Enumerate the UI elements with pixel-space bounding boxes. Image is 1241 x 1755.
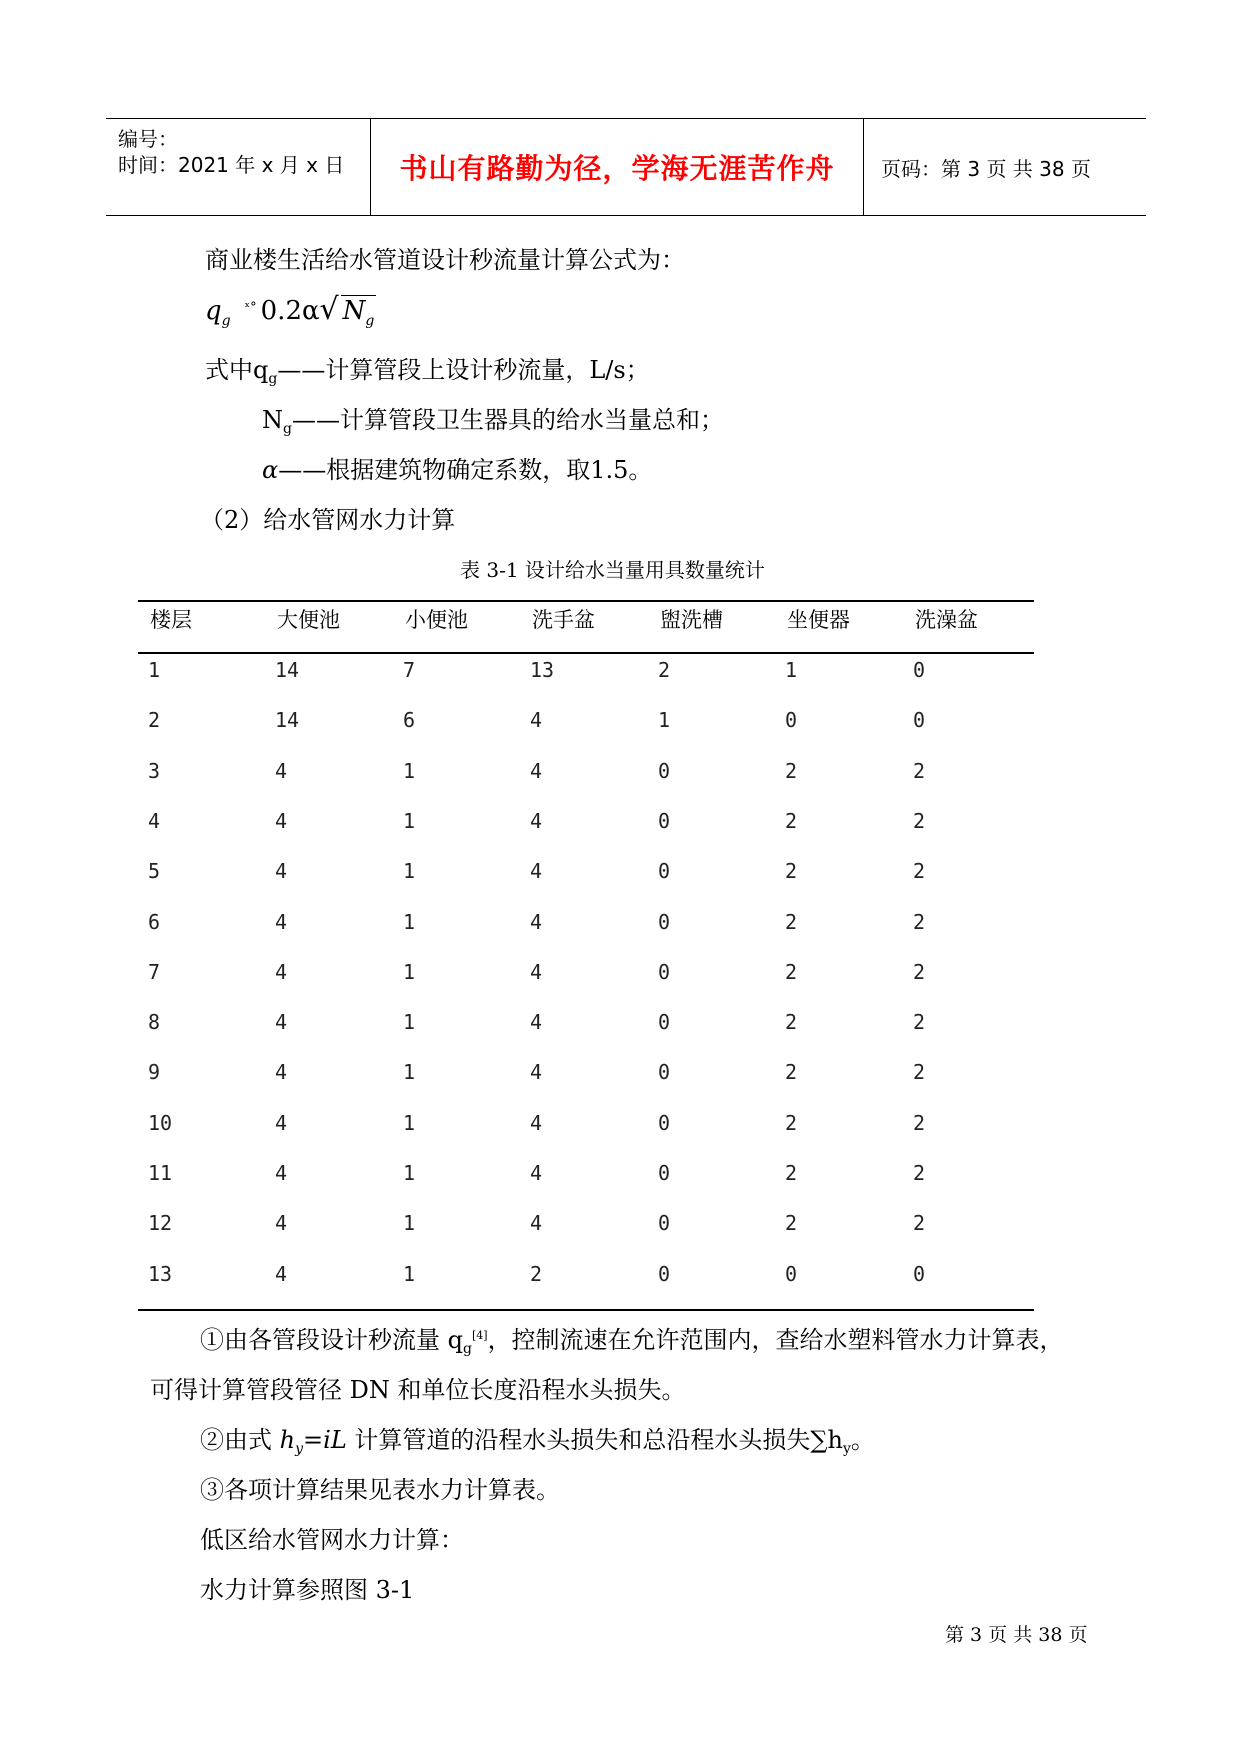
table-cell: 6: [403, 708, 416, 733]
table-cell: 7: [148, 959, 161, 984]
note1-b: ，控制流速在允许范围内，查给水塑料管水力计算表，: [487, 1326, 1064, 1354]
note2-end: 。: [850, 1426, 875, 1454]
table-cell: 4: [275, 1110, 288, 1135]
table-cell: 12: [148, 1211, 173, 1236]
def2-text: ——计算管段卫生器具的给水当量总和；: [291, 406, 724, 434]
page-header: [106, 118, 1146, 216]
table-cell: 4: [530, 708, 543, 733]
note2-formula: h: [279, 1426, 296, 1454]
table-cell: 13: [148, 1261, 173, 1286]
note1-sub: g: [463, 1341, 472, 1357]
table-row: [0, 1161, 1241, 1211]
intro-text: 商业楼生活给水管道设计秒流量计算公式为：: [205, 246, 685, 274]
table-header-cell: 洗澡盆: [915, 608, 978, 632]
def2-prefix: N: [262, 406, 283, 434]
table-cell: 1: [403, 758, 416, 783]
definition-ng: [262, 400, 724, 437]
table-header-cell: 盥洗槽: [660, 608, 723, 632]
table-cell: 4: [530, 1211, 543, 1236]
note2-sub: y: [842, 1441, 851, 1457]
low-zone-heading: 低区给水管网水力计算：: [200, 1526, 464, 1554]
table-cell: 8: [148, 1010, 161, 1035]
table-header-cell: 小便池: [405, 608, 468, 632]
note-1-line2: 可得计算管段管径 DN 和单位长度沿程水头损失。: [150, 1376, 686, 1404]
table-cell: 1: [403, 909, 416, 934]
table-cell: 1: [403, 1060, 416, 1085]
table-row: [0, 1211, 1241, 1261]
page-footer: 第 3 页 共 38 页: [945, 1624, 1088, 1646]
table-cell: 4: [275, 1060, 288, 1085]
table-top-rule: [138, 600, 1034, 602]
table-cell: 2: [148, 708, 161, 733]
radicand-sub: g: [365, 313, 375, 329]
table-row: [0, 809, 1241, 859]
definition-alpha: [262, 450, 652, 485]
table-cell: 0: [658, 909, 671, 934]
table-cell: 2: [913, 1060, 926, 1085]
header-page-label: 页码：第 3 页 共 38 页: [881, 156, 1091, 181]
note-3: ③各项计算结果见表水力计算表。: [200, 1476, 560, 1504]
number-label: 编号：: [118, 127, 178, 151]
table-cell: 4: [275, 1261, 288, 1286]
table-cell: 1: [403, 1261, 416, 1286]
table-caption: 表 3-1 设计给水当量用具数量统计: [460, 558, 765, 582]
note2-formula-sub: y: [295, 1441, 304, 1457]
note-1: [200, 1320, 1064, 1357]
table-cell: 2: [785, 1060, 798, 1085]
table-cell: 4: [275, 959, 288, 984]
table-cell: 6: [148, 909, 161, 934]
table-cell: 2: [913, 859, 926, 884]
table-cell: 1: [148, 658, 161, 682]
table-header-cell: 坐便器: [787, 608, 850, 632]
table-cell: 2: [785, 808, 798, 833]
def1-text: ——计算管段上设计秒流量，L/s；: [277, 356, 650, 384]
table-cell: 7: [403, 658, 416, 682]
table-cell: 4: [148, 808, 161, 833]
table-cell: 2: [913, 758, 926, 783]
table-header-cell: 洗手盆: [532, 608, 595, 632]
figure-reference: 水力计算参照图 3-1: [200, 1576, 415, 1604]
table-cell: 2: [785, 959, 798, 984]
definition-qg: [205, 350, 650, 387]
table-header-cell: 大便池: [277, 608, 340, 632]
table-cell: 2: [785, 1110, 798, 1135]
table-cell: 14: [275, 658, 300, 682]
table-cell: 0: [658, 1110, 671, 1135]
table-cell: 2: [913, 1010, 926, 1035]
def3-symbol: α: [262, 456, 279, 484]
formula-lhs: q: [205, 296, 222, 326]
table-cell: 2: [658, 658, 671, 682]
table-cell: 0: [658, 1211, 671, 1236]
table-row: [0, 910, 1241, 960]
table-cell: 1: [403, 1161, 416, 1185]
table-cell: 4: [530, 1161, 543, 1185]
table-cell: 4: [530, 1060, 543, 1085]
table-cell: 0: [913, 658, 926, 682]
note2-formula-b: =iL: [303, 1426, 347, 1454]
table-cell: 2: [913, 1110, 926, 1135]
table-cell: 0: [658, 1060, 671, 1085]
table-cell: 4: [530, 758, 543, 783]
note-2: [200, 1420, 875, 1457]
table-cell: 2: [913, 959, 926, 984]
section-heading: （2）给水管网水力计算: [200, 506, 456, 534]
table-cell: 0: [658, 1261, 671, 1286]
formula-lhs-sub: g: [221, 313, 231, 329]
table-cell: 4: [530, 959, 543, 984]
table-cell: 0: [658, 808, 671, 833]
table-cell: 10: [148, 1110, 173, 1135]
table-row: [0, 708, 1241, 758]
table-cell: 0: [658, 1161, 671, 1185]
table-cell: 13: [530, 658, 555, 682]
table-cell: 1: [785, 658, 798, 682]
formula-coef: 0.2α: [260, 296, 320, 326]
def1-sub: g: [268, 371, 278, 387]
radicand-main: N: [342, 296, 366, 326]
table-cell: 0: [658, 1010, 671, 1035]
table-cell: 2: [913, 1211, 926, 1236]
def1-prefix: 式中q: [205, 356, 269, 384]
table-cell: 0: [913, 1261, 926, 1286]
table-cell: 4: [530, 909, 543, 934]
table-cell: 4: [275, 1010, 288, 1035]
table-cell: 1: [403, 1211, 416, 1236]
header-page-cell: [863, 119, 1146, 215]
table-cell: 0: [658, 859, 671, 884]
table-cell: 2: [913, 808, 926, 833]
table-cell: 4: [275, 808, 288, 833]
table-row: [0, 1060, 1241, 1110]
table-cell: 4: [530, 1110, 543, 1135]
note2-b: 计算管道的沿程水头损失和总沿程水头损失∑h: [346, 1426, 843, 1454]
table-cell: 2: [785, 1161, 798, 1185]
table-cell: 5: [148, 859, 161, 884]
table-cell: 2: [913, 1161, 926, 1185]
table-cell: 4: [275, 758, 288, 783]
table-cell: 4: [530, 808, 543, 833]
table-cell: 4: [275, 909, 288, 934]
table-row: [0, 658, 1241, 708]
table-cell: 2: [785, 859, 798, 884]
table-cell: 0: [785, 1261, 798, 1286]
table-cell: 1: [403, 859, 416, 884]
table-cell: 9: [148, 1060, 161, 1085]
table-row: [0, 859, 1241, 909]
header-meta: [106, 119, 370, 215]
radical-icon: √: [319, 292, 339, 327]
flow-formula: [205, 292, 376, 329]
table-row: [0, 960, 1241, 1010]
table-cell: 4: [530, 859, 543, 884]
table-cell: 2: [785, 758, 798, 783]
table-row: [0, 1111, 1241, 1161]
table-cell: 1: [658, 708, 671, 733]
table-cell: 4: [275, 1161, 288, 1185]
table-cell: 2: [913, 909, 926, 934]
time-label: 时间：2021 年 x 月 x 日: [118, 153, 345, 177]
table-cell: 0: [785, 708, 798, 733]
note2-a: ②由式: [200, 1426, 280, 1454]
table-cell: 4: [275, 859, 288, 884]
table-cell: 4: [530, 1010, 543, 1035]
table-cell: 14: [275, 708, 300, 733]
table-cell: 2: [785, 909, 798, 934]
table-cell: 11: [148, 1161, 173, 1185]
table-cell: 2: [785, 1010, 798, 1035]
table-row: [0, 1262, 1241, 1312]
note1-a: ①由各管段设计秒流量 q: [200, 1326, 463, 1354]
table-row: [0, 759, 1241, 809]
table-cell: 1: [403, 1110, 416, 1135]
def2-sub: g: [283, 421, 292, 437]
table-cell: 1: [403, 1010, 416, 1035]
table-cell: 3: [148, 758, 161, 783]
note1-citation: [4]: [471, 1329, 488, 1342]
table-row: [0, 1010, 1241, 1060]
def3-text: ——根据建筑物确定系数，取1.5。: [278, 456, 653, 484]
table-cell: 0: [658, 959, 671, 984]
header-slogan-cell: [370, 119, 864, 215]
formula-eq-mark: ˣ°: [244, 300, 257, 315]
table-cell: 4: [275, 1211, 288, 1236]
table-cell: 2: [785, 1211, 798, 1236]
table-cell: 1: [403, 808, 416, 833]
table-cell: 0: [913, 708, 926, 733]
table-cell: 2: [530, 1261, 543, 1286]
table-cell: 0: [658, 758, 671, 783]
header-slogan: 书山有路勤为径，学海无涯苦作舟: [399, 152, 835, 185]
table-cell: 1: [403, 959, 416, 984]
formula-radicand: [341, 295, 377, 329]
table-header-rule: [138, 652, 1034, 654]
table-header-cell: 楼层: [150, 608, 192, 632]
